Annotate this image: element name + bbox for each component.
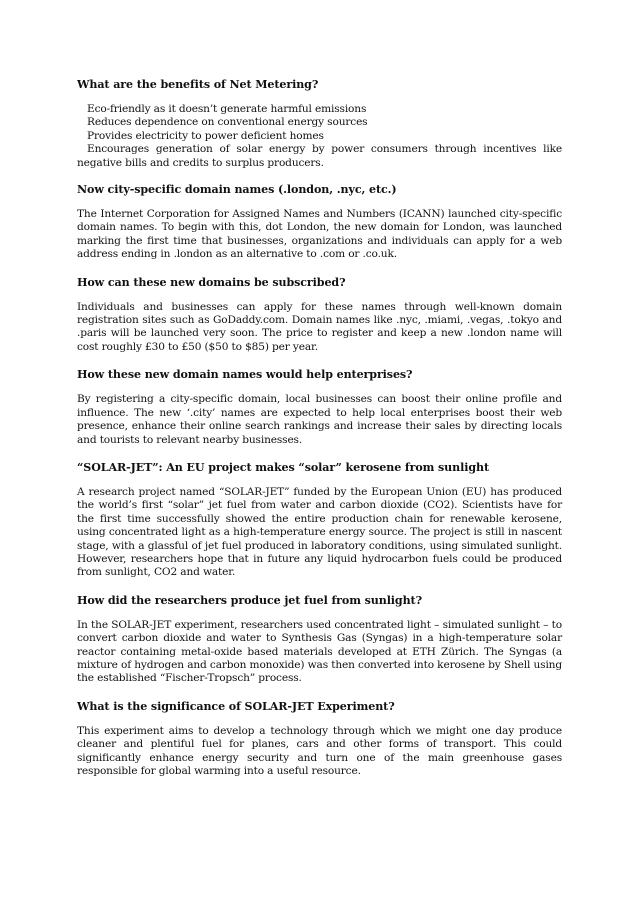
section-heading: How can these new domains be subscribed?	[77, 275, 346, 289]
section-paragraph: By registering a city-specific domain, local businesses can boost their online profile and influence. The new ‘.city’ names are expected to help local enterprises boost their web presence, enhance their online search rankings and increase their sales by directing locals and tourists to relevant nearby businesses.	[77, 393, 562, 446]
list-item: Reduces dependence on conventional energy sources	[87, 116, 368, 129]
section-paragraph: In the SOLAR-JET experiment, researchers used concentrated light – simulated sunlight – to convert carbon dioxide and water to Synthesis Gas (Syngas) in a high-temperature solar reactor containing metal-oxide based materials developed at ETH Zürich. The Syngas (a mixture of hydrogen and carbon monoxide) was then converted into kerosene by Shell using the established “Fischer-Tropsch” process.	[77, 618, 562, 685]
list-item: Encourages generation of solar energy by power consumers through incentives like negative bills and credits to surplus producers.	[77, 143, 562, 169]
section-paragraph: A research project named “SOLAR-JET” funded by the European Union (EU) has produced the world’s first “solar” jet fuel from water and carbon dioxide (CO2). Scientists have for the first time successfully showed the entire production chain for renewable kerosene, using concentrated light as a high-temperature energy source. The project is still in nascent stage, with a glassful of jet fuel produced in laboratory conditions, using simulated sunlight. However, researchers hope that in future any liquid hydrocarbon fuels could be produced from sunlight, CO2 and water.	[77, 485, 562, 579]
section-heading: What is the significance of SOLAR-JET Experiment?	[77, 699, 395, 713]
section-heading: How these new domain names would help enterprises?	[77, 368, 413, 382]
section-heading: “SOLAR-JET”: An EU project makes “solar” kerosene from sunlight	[77, 460, 489, 474]
benefits-list	[77, 103, 562, 170]
section-paragraph: This experiment aims to develop a technology through which we might one day produce cleaner and plentiful fuel for planes, cars and other forms of transport. This could significantly enhance energy security and turn one of the main greenhouse gases responsible for global warming into a useful resource.	[77, 724, 562, 777]
section-heading: How did the researchers produce jet fuel from sunlight?	[77, 593, 422, 607]
list-item: Eco-friendly as it doesn’t generate harmful emissions	[87, 103, 367, 115]
section-heading: Now city-specific domain names (.london, .nyc, etc.)	[77, 183, 397, 197]
list-item: Provides electricity to power deficient homes	[87, 129, 324, 142]
section-paragraph: The Internet Corporation for Assigned Names and Numbers (ICANN) launched city-specific domain names. To begin with this, dot London, the new domain for London, was launched marking the first time that businesses, organizations and individuals can apply for a web address ending in .london as an alternative to .com or .co.uk.	[77, 208, 562, 261]
section-paragraph: Individuals and businesses can apply for these names through well-known domain registration sites such as GoDaddy.com. Domain names like .nyc, .miami, .vegas, .tokyo and .paris will be launched very soon. The price to register and keep a new .london name will cost roughly £30 to £50 ($50 to $85) per year.	[77, 300, 562, 353]
section-heading: What are the benefits of Net Metering?	[77, 78, 319, 91]
